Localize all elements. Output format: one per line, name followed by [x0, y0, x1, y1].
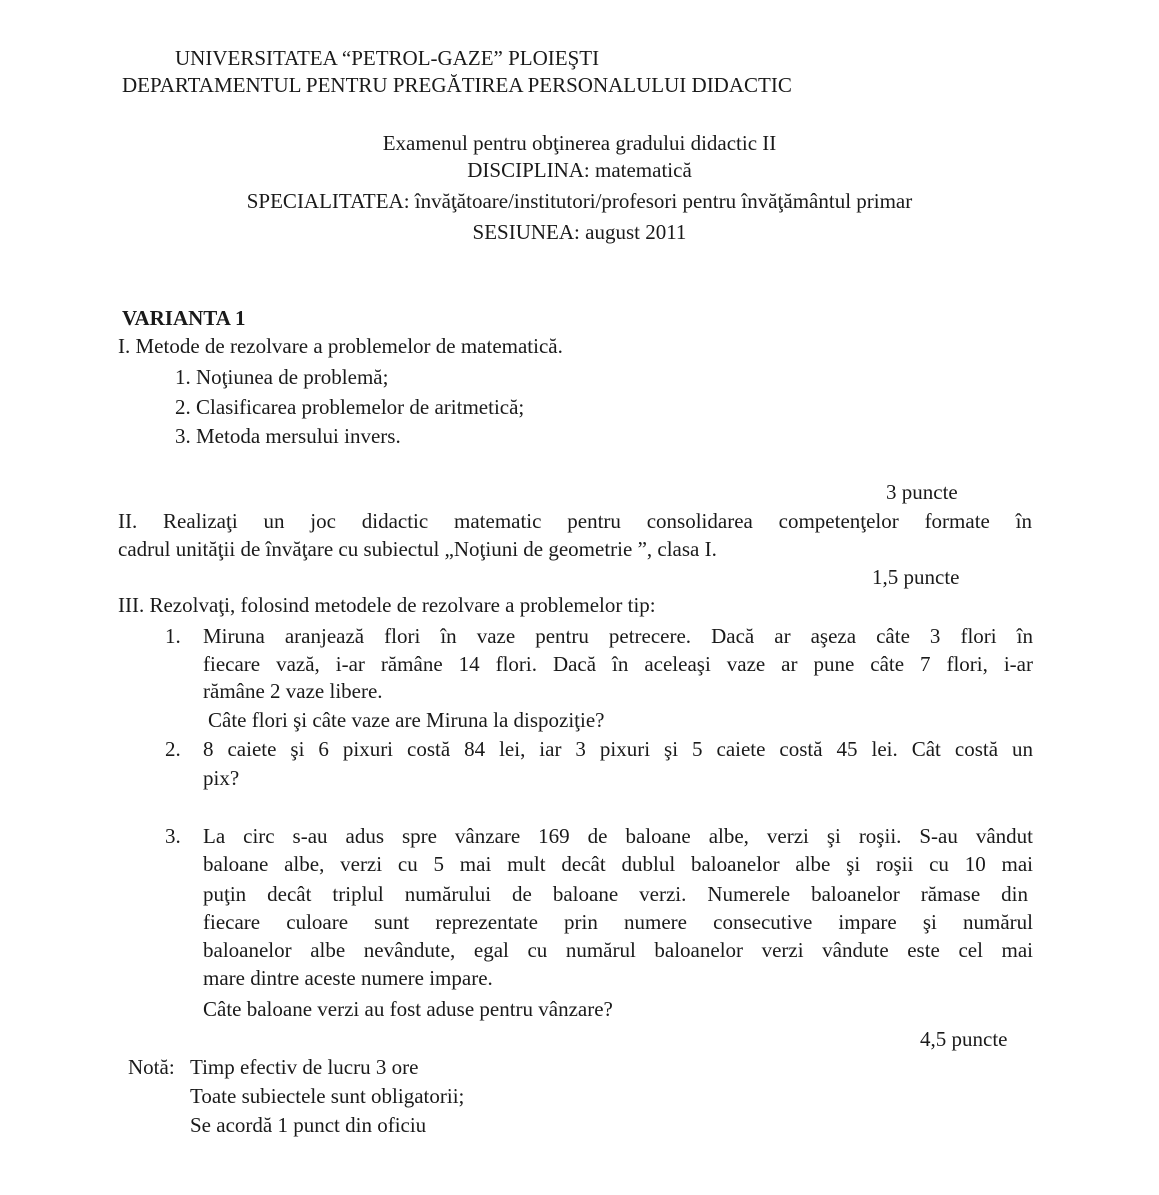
university-name: UNIVERSITATEA “PETROL-GAZE” PLOIEŞTI	[175, 46, 600, 70]
problem-line: fiecare vază, i-ar rămâne 14 flori. Dacă în aceleaşi vaze ar pune câte 7 flori, i-ar	[203, 652, 1033, 676]
section1-item: 1. Noţiunea de problemă;	[175, 365, 389, 389]
section1-item: 2. Clasificarea problemelor de aritmetică;	[175, 395, 525, 419]
section3-points: 4,5 puncte	[920, 1027, 1008, 1051]
note-line: Timp efectiv de lucru 3 ore	[190, 1055, 419, 1079]
problem-line: puţin decât triplul numărului de baloane verzi. Numerele baloanelor rămase din	[203, 882, 1028, 906]
section2-points: 1,5 puncte	[872, 565, 960, 589]
section3-title: III. Rezolvaţi, folosind metodele de rezolvare a problemelor tip:	[118, 593, 656, 617]
note-line: Toate subiectele sunt obligatorii;	[190, 1084, 465, 1108]
department-name: DEPARTAMENTUL PENTRU PREGĂTIREA PERSONALULUI DIDACTIC	[122, 73, 792, 97]
problem-line: baloane albe, verzi cu 5 mai mult decât dublul baloanelor albe şi roşii cu 10 mai	[203, 852, 1033, 876]
problem-number: 2.	[165, 737, 181, 761]
problem-line: pix?	[203, 766, 240, 790]
specialty: SPECIALITATEA: învăţătoare/institutori/profesori pentru învăţământul primar	[246, 189, 913, 213]
problem-question: Câte flori şi câte vaze are Miruna la dispoziţie?	[208, 708, 605, 732]
problem-line: fiecare culoare sunt reprezentate prin numere consecutive impare şi numărul	[203, 910, 1033, 934]
session: SESIUNEA: august 2011	[472, 220, 687, 244]
problem-line: baloanelor albe nevândute, egal cu numărul baloanelor verzi vândute este cel mai	[203, 938, 1033, 962]
section1-item: 3. Metoda mersului invers.	[175, 424, 401, 448]
problem-line: La circ s-au adus spre vânzare 169 de baloane albe, verzi şi roşii. S-au vândut	[203, 824, 1033, 848]
discipline: DISCIPLINA: matematică	[467, 158, 692, 182]
section2-line: cadrul unităţii de învăţare cu subiectul „Noţiuni de geometrie ”, clasa I.	[118, 537, 717, 561]
problem-question: Câte baloane verzi au fost aduse pentru vânzare?	[203, 997, 613, 1021]
variant-heading: VARIANTA 1	[122, 306, 246, 330]
section1-title: I. Metode de rezolvare a problemelor de matematică.	[118, 334, 563, 358]
exam-title: Examenul pentru obţinerea gradului didactic II	[382, 131, 777, 155]
section2-line: II. Realizaţi un joc didactic matematic pentru consolidarea competenţelor formate în	[118, 509, 1032, 533]
note-label: Notă:	[128, 1055, 175, 1079]
problem-number: 1.	[165, 624, 181, 648]
problem-line: 8 caiete şi 6 pixuri costă 84 lei, iar 3 pixuri şi 5 caiete costă 45 lei. Cât costă un	[203, 737, 1033, 761]
section1-points: 3 puncte	[886, 480, 958, 504]
problem-line: mare dintre aceste numere impare.	[203, 966, 493, 990]
problem-number: 3.	[165, 824, 181, 848]
problem-line: rămâne 2 vaze libere.	[203, 679, 383, 703]
problem-line: Miruna aranjează flori în vaze pentru petrecere. Dacă ar aşeza câte 3 flori în	[203, 624, 1033, 648]
note-line: Se acordă 1 punct din oficiu	[190, 1113, 427, 1137]
